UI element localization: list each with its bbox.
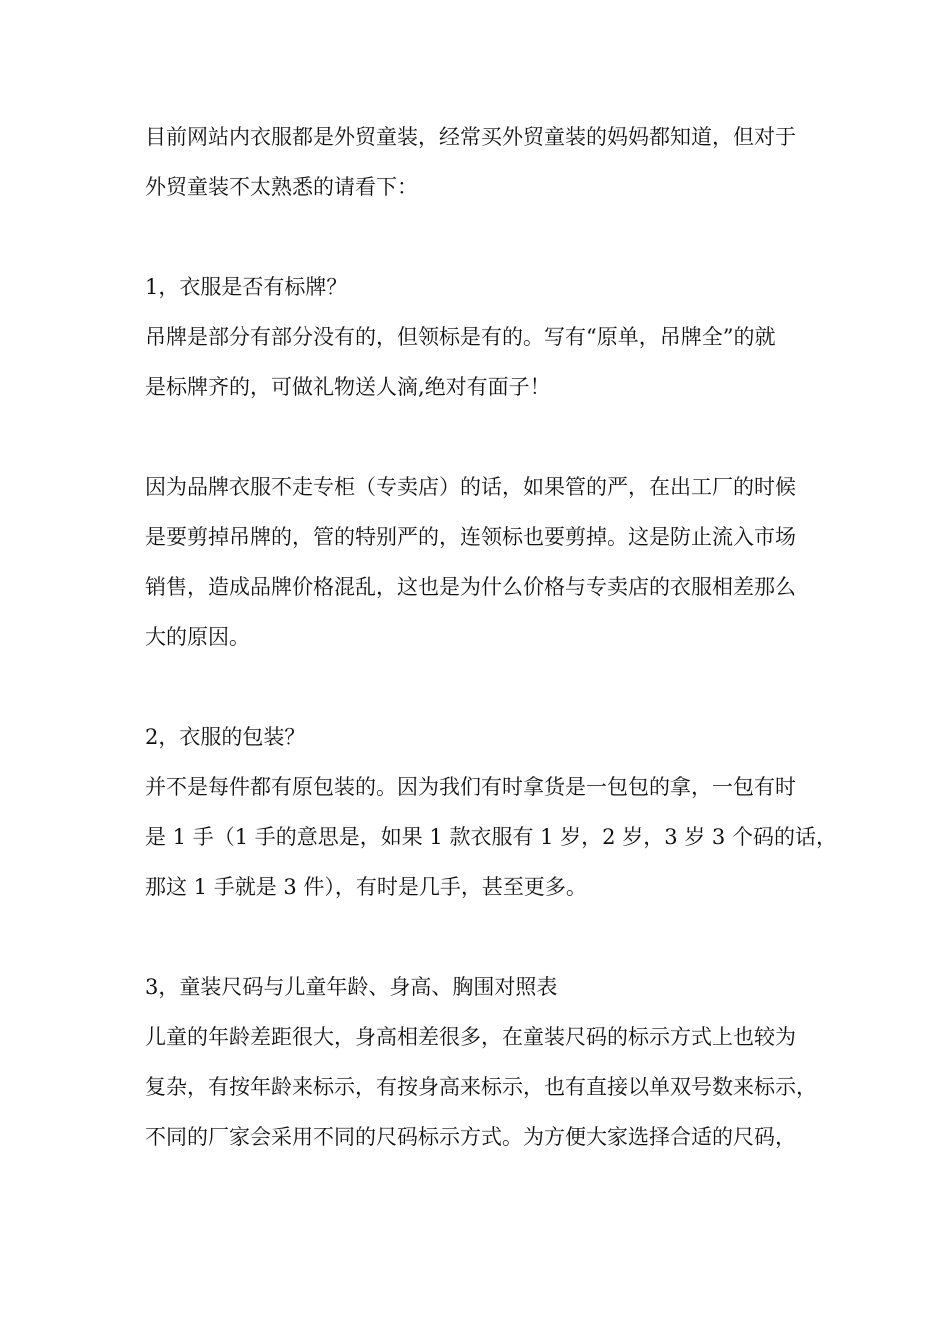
text-line: 吊牌是部分有部分没有的，但领标是有的。写有“原单，吊牌全”的就: [145, 325, 776, 349]
text-line: 儿童的年龄差距很大，身高相差很多，在童装尺码的标示方式上也较为: [145, 1025, 796, 1049]
text-line: 不同的厂家会采用不同的尺码标示方式。为方便大家选择合适的尺码，: [145, 1125, 796, 1149]
text-line: 因为品牌衣服不走专柜（专卖店）的话，如果管的严，在出工厂的时候: [145, 475, 796, 499]
text-line: 是标牌齐的，可做礼物送人滴,绝对有面子！: [145, 375, 551, 399]
text-line: 是 1 手（1 手的意思是，如果 1 款衣服有 1 岁，2 岁，3 岁 3 个码的话，: [145, 825, 837, 849]
section-3-heading: 3，童装尺码与儿童年龄、身高、胸围对照表: [145, 975, 558, 999]
section-2-paragraph: [145, 712, 837, 912]
section-3-paragraph: [145, 962, 817, 1162]
text-line: 外贸童装不太熟悉的请看下：: [145, 175, 418, 199]
section-2-heading: 2，衣服的包装？: [145, 725, 306, 749]
text-line: 销售，造成品牌价格混乱，这也是为什么价格与专卖店的衣服相差那么: [145, 575, 796, 599]
intro-paragraph: [145, 112, 810, 212]
section-1-paragraph: [145, 262, 810, 412]
text-line: 目前网站内衣服都是外贸童装，经常买外贸童装的妈妈都知道，但对于: [145, 125, 796, 149]
section-1-heading: 1，衣服是否有标牌？: [145, 275, 348, 299]
tag-explanation-paragraph: [145, 462, 810, 662]
text-line: 并不是每件都有原包装的。因为我们有时拿货是一包包的拿，一包有时: [145, 775, 796, 799]
text-line: 大的原因。: [145, 625, 250, 649]
text-line: 复杂，有按年龄来标示，有按身高来标示，也有直接以单双号数来标示，: [145, 1075, 817, 1099]
text-line: 那这 1 手就是 3 件），有时是几手，甚至更多。: [145, 875, 587, 899]
text-line: 是要剪掉吊牌的，管的特别严的，连领标也要剪掉。这是防止流入市场: [145, 525, 796, 549]
